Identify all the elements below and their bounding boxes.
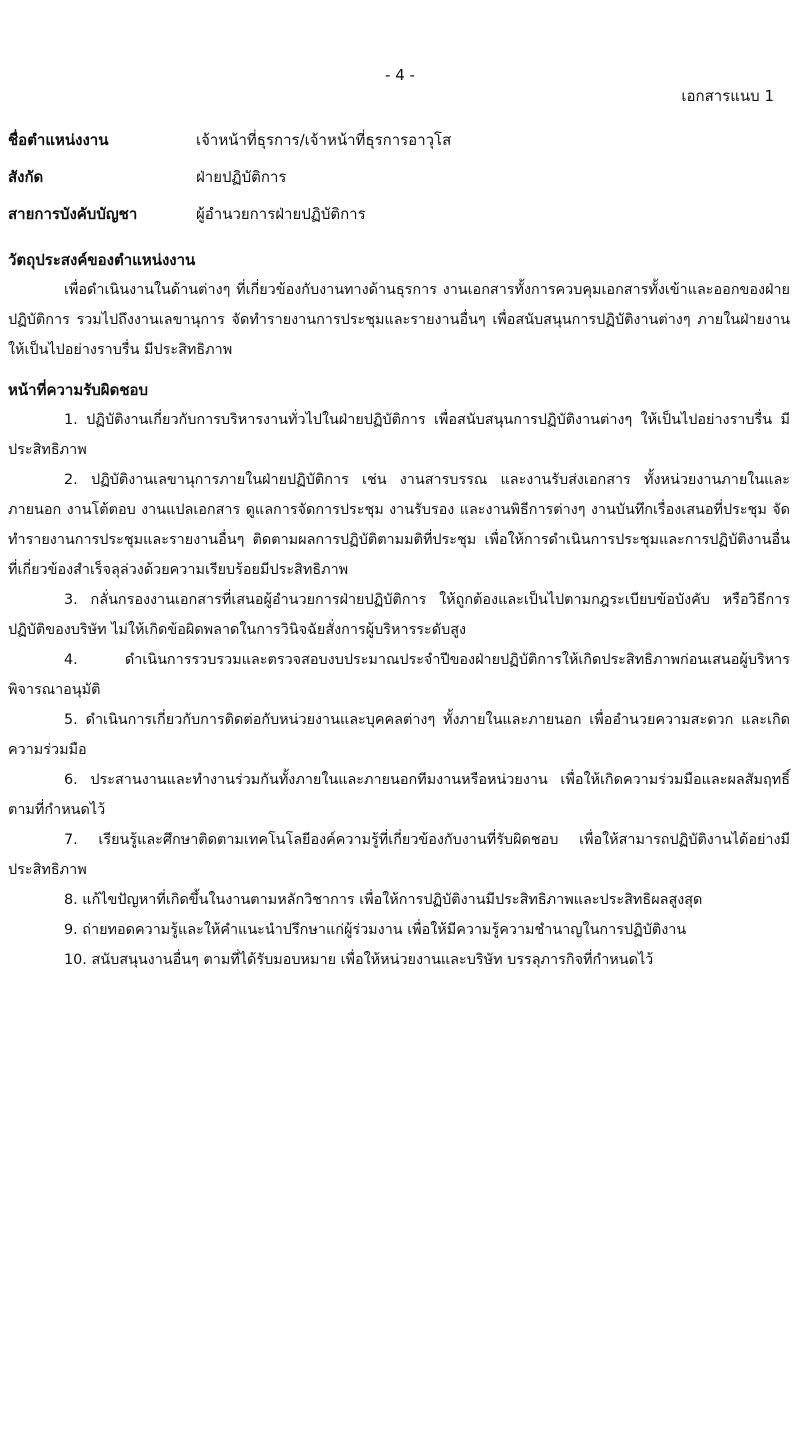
responsibility-item: 3. กลั่นกรองงานเอกสารที่เสนอผู้อำนวยการฝ่ายปฏิบัติการ ให้ถูกต้องและเป็นไปตามกฎระเบียบข้อบังคับ หรือวิธีการปฏิบัติของบริษัท ไม่ให้เกิดข้อผิดพลาดในการวินิจฉัยสั่งการผู้บริหารระดับสูง (8, 592, 790, 638)
info-value: ผู้อำนวยการฝ่ายปฏิบัติการ (196, 205, 366, 223)
responsibility-item: 9. ถ่ายทอดความรู้และให้คำแนะนำปรึกษาแก่ผู้ร่วมงาน เพื่อให้มีความรู้ความชำนาญในการปฏิบัติงาน (64, 922, 687, 938)
position-info (8, 128, 788, 239)
objective-heading: วัตถุประสงค์ของตำแหน่งงาน (8, 251, 196, 269)
info-label: ชื่อตำแหน่งงาน (8, 131, 109, 149)
info-value: เจ้าหน้าที่ธุรการ/เจ้าหน้าที่ธุรการอาวุโส (196, 131, 452, 149)
responsibility-item: 2. ปฏิบัติงานเลขานุการภายในฝ่ายปฏิบัติการ เช่น งานสารบรรณ และงานรับส่งเอกสาร ทั้งหน่วยงานภายในและภายนอก งานโต้ตอบ งานแปลเอกสาร ดูแลการจัดการประชุม งานรับรอง และงานพิธีการต่างๆ งานบันทึกเรื่องเสนอที่ประชุม จัดทำรายงานการประชุมและรายงานอื่นๆ ติดตามผลการปฏิบัติตามมติที่ประชุม เพื่อให้การดำเนินการประชุมและการปฏิบัติงานอื่นที่เกี่ยวข้องสำเร็จลุล่วงด้วยความเรียบร้อยมีประสิทธิภาพ (8, 472, 790, 578)
info-row-position (8, 128, 788, 165)
info-label: สายการบังคับบัญชา (8, 205, 138, 223)
responsibility-item: 1. ปฏิบัติงานเกี่ยวกับการบริหารงานทั่วไปในฝ่ายปฏิบัติการ เพื่อสนับสนุนการปฏิบัติงานต่างๆ ให้เป็นไปอย่างราบรื่น มีประสิทธิภาพ (8, 412, 790, 458)
objective-text: เพื่อดำเนินงานในด้านต่างๆ ที่เกี่ยวข้องกับงานทางด้านธุรการ งานเอกสารทั้งการควบคุมเอกสารทั้งเข้าและออกของฝ่ายปฏิบัติการ รวมไปถึงงานเลขานุการ จัดทำรายงานการประชุมและรายงานอื่นๆ เพื่อสนับสนุนการปฏิบัติงานต่างๆ ภายในฝ่ายงานให้เป็นไปอย่างราบรื่น มีประสิทธิภาพ (8, 282, 790, 358)
attachment-label: เอกสารแนบ 1 (681, 87, 774, 105)
responsibility-item: 5. ดำเนินการเกี่ยวกับการติดต่อกับหน่วยงานและบุคคลต่างๆ ทั้งภายในและภายนอก เพื่ออำนวยความสะดวก และเกิดความร่วมมือ (8, 712, 790, 758)
info-row-department (8, 165, 788, 202)
responsibilities-heading: หน้าที่ความรับผิดชอบ (8, 381, 149, 399)
responsibility-item: 6. ประสานงานและทำงานร่วมกันทั้งภายในและภายนอกทีมงานหรือหน่วยงาน เพื่อให้เกิดความร่วมมือและผลสัมฤทธิ์ตามที่กำหนดไว้ (8, 772, 790, 818)
page-number: - 4 - (385, 66, 415, 84)
document-body (8, 245, 790, 975)
info-row-reports-to (8, 202, 788, 239)
info-label: สังกัด (8, 168, 44, 186)
responsibility-item: 10. สนับสนุนงานอื่นๆ ตามที่ได้รับมอบหมาย เพื่อให้หน่วยงานและบริษัท บรรลุภารกิจที่กำหนดไว้ (64, 952, 654, 968)
responsibility-item: 8. แก้ไขปัญหาที่เกิดขึ้นในงานตามหลักวิชาการ เพื่อให้การปฏิบัติงานมีประสิทธิภาพและประสิทธิผลสูงสุด (64, 892, 703, 908)
responsibility-item: 4. ดำเนินการรวบรวมและตรวจสอบงบประมาณประจำปีของฝ่ายปฏิบัติการให้เกิดประสิทธิภาพก่อนเสนอผู้บริหารพิจารณาอนุมัติ (8, 652, 790, 698)
info-value: ฝ่ายปฏิบัติการ (196, 168, 287, 186)
responsibility-item: 7. เรียนรู้และศึกษาติดตามเทคโนโลยีองค์ความรู้ที่เกี่ยวข้องกับงานที่รับผิดชอบ เพื่อให้สามารถปฏิบัติงานได้อย่างมีประสิทธิภาพ (8, 832, 790, 878)
